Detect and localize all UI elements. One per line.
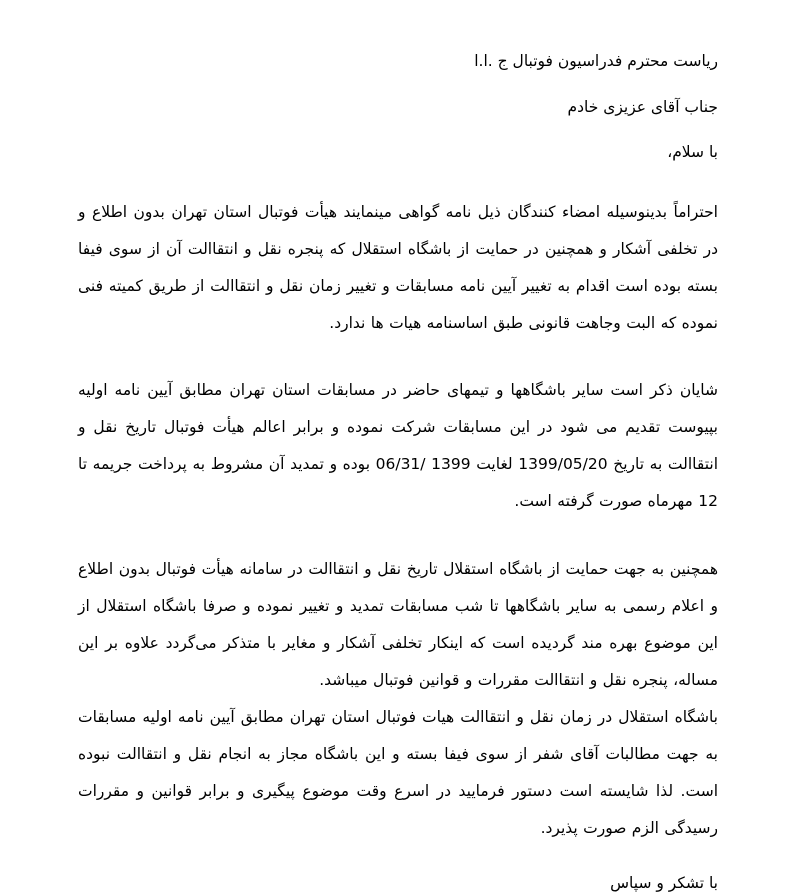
recipient-name: جناب آقای عزیزی خادم: [567, 97, 718, 116]
greeting: با سلام،: [667, 143, 718, 161]
body-paragraph-2: شایان ذکر است سایر باشگاهها و تیمهای حاضر در مسابقات استان تهران مطابق آیین نامه اولیه بپیوست تقدیم می شود در این مسابقات شرکت نموده و برابر اعالم هیأت فوتبال تاریخ نقل و انتقاالت به تاریخ 1399/05/20 لغایت 1399 /06/31 بوده و تمدید آن مشروط به پرداخت جریمه تا 12 مهرماه صورت گرفته است.: [78, 380, 719, 510]
body-paragraph-3: همچنین به جهت حمایت از باشگاه استقلال تاریخ نقل و انتقاالت در سامانه هیأت فوتبال بدون اطلاع و اعلام رسمی به سایر باشگاهها تا شب مسابقات تمدید و تغییر نموده و صرفا باشگاه استقلال از این موضوع بهره مند گردیده است که اینکار تخلفی آشکار و مغایر با متذکر می‌گردد علاوه بر این مساله، پنجره نقل و انتقاالت مقررات و قوانین فوتبال میباشد.: [78, 559, 718, 689]
body-paragraph-1: احتراماً بدینوسیله امضاء کنندگان ذیل نامه گواهی مینمایند هیأت فوتبال استان تهران بدون اطلاع و در تخلفی آشکار و همچنین در حمایت از باشگاه استقلال که پنجره نقل و انتقاالت آن از سوی فیفا بسته بوده است اقدام به تغییر آیین نامه مسابقات و تغییر زمان نقل و انتقاالت از طریق کمیته فنی نموده که البت وجاهت قانونی طبق اساسنامه هیات ها ندارد.: [78, 202, 718, 332]
body-paragraph-4: باشگاه استقلال در زمان نقل و انتقاالت هیات فوتبال استان تهران مطابق آیین نامه اولیه مسابقات به جهت مطالبات آقای شفر از سوی فیفا بسته و این باشگاه مجاز به انجام نقل و انتقاالت نبوده است. لذا شایسته است دستور فرمایید در اسرع وقت موضوع پیگیری و برابر قوانین و مقررات رسیدگی الزم صورت پذیرد.: [78, 707, 718, 837]
recipient-title: ریاست محترم فدراسیون فوتبال ج .ا.ا: [474, 52, 718, 70]
closing-salutation: با تشکر و سپاس: [610, 873, 718, 892]
